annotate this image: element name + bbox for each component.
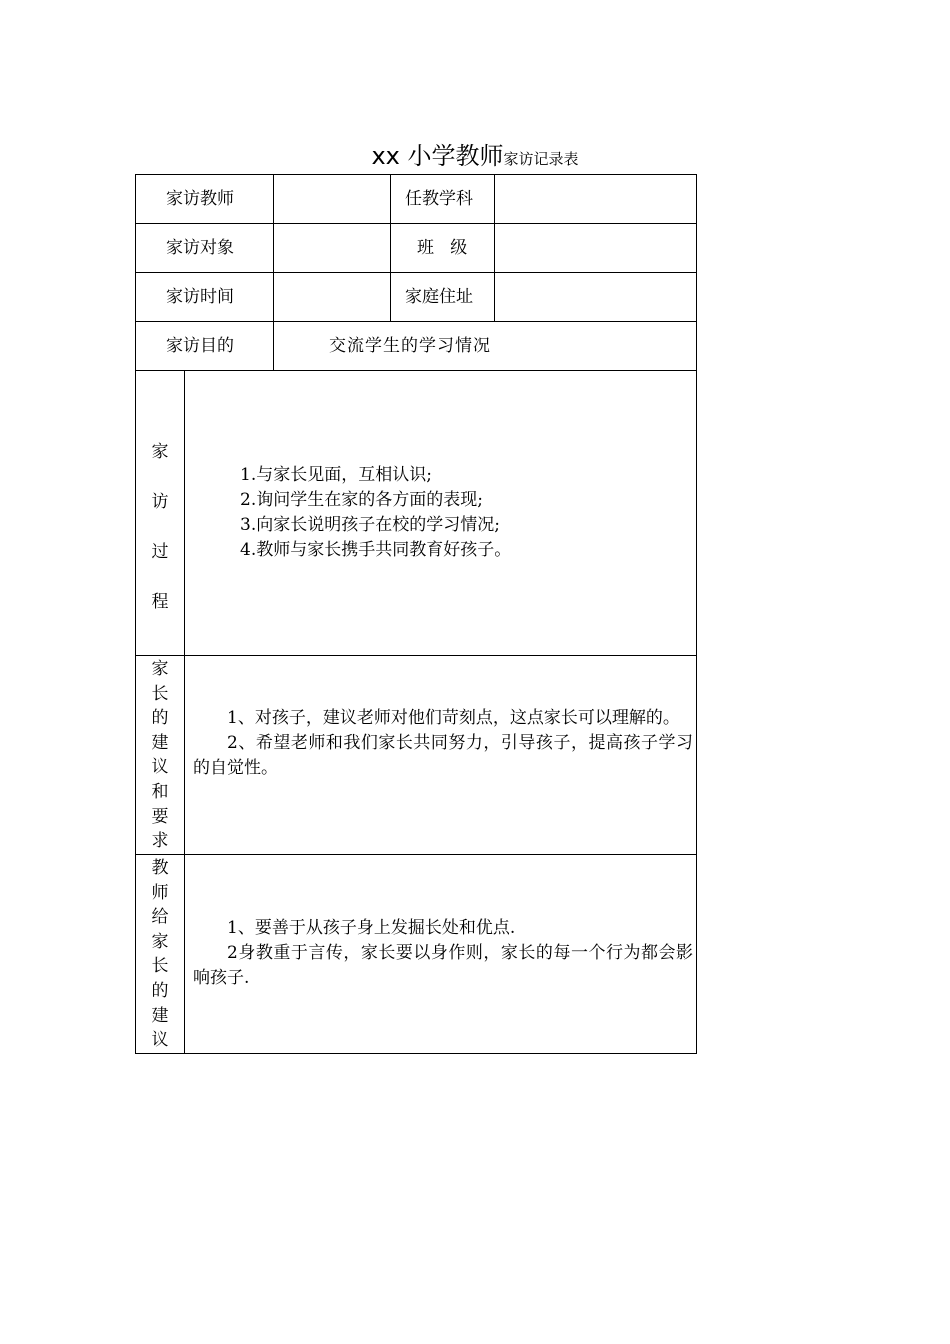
purpose-label: 家访目的 — [166, 336, 234, 356]
process-content — [240, 463, 511, 563]
home-visit-form — [135, 174, 697, 1054]
process-line: 1.与家长见面，互相认识; — [240, 465, 432, 485]
label-char: 议 — [151, 1030, 169, 1051]
label-char: 家 — [151, 931, 169, 952]
label-char: 的 — [151, 708, 169, 729]
grid-line — [273, 175, 274, 370]
label-char: 建 — [151, 732, 169, 753]
label-char: 的 — [151, 980, 169, 1001]
suggestion-paragraph: 1、要善于从孩子身上发掘长处和优点. — [227, 918, 516, 938]
grid-line — [184, 370, 185, 1053]
process-label — [136, 427, 184, 627]
visit-target-label: 家访对象 — [166, 238, 234, 258]
teacher-suggestions-content — [193, 916, 693, 991]
label-char: 求 — [151, 831, 169, 852]
label-char: 教 — [151, 858, 169, 878]
page-title — [0, 136, 950, 171]
label-char: 和 — [151, 781, 169, 802]
process-line: 2.询问学生在家的各方面的表现; — [240, 490, 483, 510]
label-char: 给 — [151, 907, 169, 928]
process-line: 4.教师与家长携手共同教育好孩子。 — [240, 540, 512, 560]
label-char: 师 — [151, 882, 169, 903]
process-line: 3.向家长说明孩子在校的学习情况; — [240, 515, 500, 535]
label-char: 要 — [151, 806, 169, 827]
label-char: 程 — [151, 592, 169, 612]
grid-line — [136, 854, 696, 855]
teacher-label: 家访教师 — [166, 189, 234, 209]
parent-suggestions-content — [193, 706, 693, 781]
teacher-suggestions-label — [136, 856, 184, 1053]
title-main: xx 小学教师 — [371, 142, 504, 170]
suggestion-paragraph: 2、希望老师和我们家长共同努力，引导孩子，提高孩子学习的自觉性。 — [193, 733, 693, 778]
grid-line — [136, 655, 696, 656]
label-char: 过 — [151, 542, 169, 562]
label-char: 家 — [151, 442, 169, 462]
grid-line — [390, 175, 391, 321]
suggestion-paragraph: 2身教重于言传，家长要以身作则，家长的每一个行为都会影响孩子. — [193, 943, 693, 988]
grid-line — [136, 223, 696, 224]
label-char: 家 — [151, 659, 169, 679]
title-sub: 家访记录表 — [503, 150, 579, 168]
address-label: 家庭住址 — [405, 287, 473, 307]
grid-line — [494, 175, 495, 321]
label-char: 议 — [151, 757, 169, 778]
visit-time-label: 家访时间 — [166, 287, 234, 307]
label-char: 建 — [151, 1005, 169, 1026]
suggestion-paragraph: 1、对孩子，建议老师对他们苛刻点，这点家长可以理解的。 — [227, 708, 680, 728]
grid-line — [136, 370, 696, 371]
label-char: 长 — [151, 956, 169, 977]
grid-line — [136, 272, 696, 273]
parent-suggestions-label — [136, 657, 184, 854]
label-char: 访 — [151, 492, 169, 512]
label-char: 长 — [151, 683, 169, 704]
subject-label: 任教学科 — [405, 189, 473, 209]
purpose-value: 交流学生的学习情况 — [329, 336, 491, 356]
grid-line — [136, 321, 696, 322]
class-label: 班 级 — [417, 238, 468, 258]
